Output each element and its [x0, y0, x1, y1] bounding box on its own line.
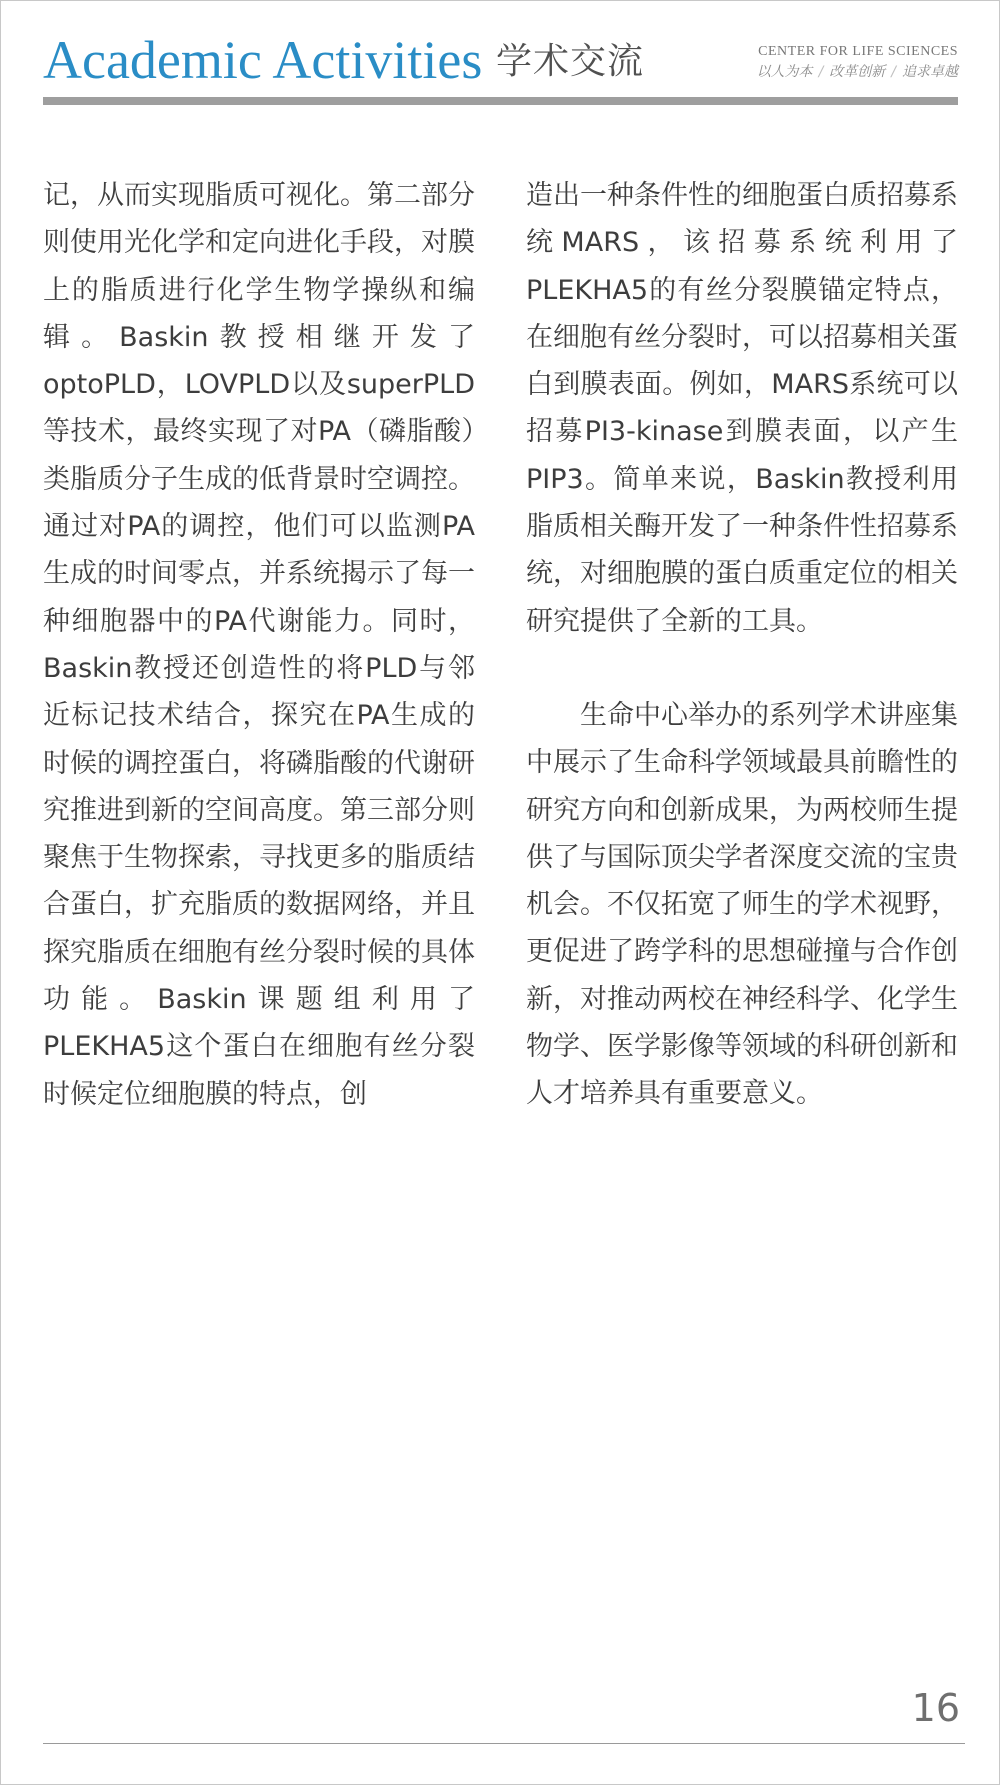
article-paragraph: 造出一种条件性的细胞蛋白质招募系统MARS，该招募系统利用了PLEKHA5的有丝分裂膜锚定特点，在细胞有丝分裂时，可以招募相关蛋白到膜表面。例如，MARS系统可以招募PI3-kinase到膜表面，以产生PIP3。简单来说，Baskin教授利用脂质相关酶开发了一种条件性招募系统，对细胞膜的蛋白质重定位的相关研究提供了全新的工具。 [526, 180, 958, 637]
section-title-english: Academic Activities [43, 30, 483, 90]
article-column-right [526, 172, 958, 1118]
article-paragraph: 生命中心举办的系列学术讲座集中展示了生命科学领域最具前瞻性的研究方向和创新成果，为两校师生提供了与国际顶尖学者深度交流的宝贵机会。不仅拓宽了师生的学术视野，更促进了跨学科的思想碰撞与合作创新，对推动两校在神经科学、化学生物学、医学影像等领域的科研创新和人才培养具有重要意义。 [526, 699, 958, 1110]
article-column-left [43, 172, 475, 1118]
page-number: 16 [911, 1686, 960, 1730]
motto-item: 追求卓越 [902, 64, 958, 80]
article-paragraph: 记，从而实现脂质可视化。第二部分则使用光化学和定向进化手段，对膜上的脂质进行化学生物学操纵和编辑。Baskin教授相继开发了optoPLD，LOVPLD以及superPLD等技术，最终实现了对PA（磷脂酸）类脂质分子生成的低背景时空调控。通过对PA的调控，他们可以监测PA生成的时间零点，并系统揭示了每一种细胞器中的PA代谢能力。同时，Baskin教授还创造性的将PLD与邻近标记技术结合，探究在PA生成的时候的调控蛋白，将磷脂酸的代谢研究推进到新的空间高度。第三部分则聚焦于生物探索，寻找更多的脂质结合蛋白，扩充脂质的数据网络，并且探究脂质在细胞有丝分裂时候的具体功能。Baskin课题组利用了PLEKHA5这个蛋白在细胞有丝分裂时候定位细胞膜的特点，创 [43, 180, 475, 1110]
motto-separator: / [891, 64, 896, 80]
footer-divider [43, 1743, 965, 1744]
header-divider [43, 97, 958, 105]
center-name: CENTER FOR LIFE SCIENCES [758, 44, 958, 59]
motto-item: 改革创新 [829, 64, 886, 80]
page-header [43, 30, 958, 100]
motto-separator: / [818, 64, 824, 80]
motto-line [757, 62, 958, 82]
center-branding [757, 43, 958, 82]
motto-item: 以人为本 [756, 64, 813, 80]
section-title-chinese: 学术交流 [496, 41, 645, 82]
